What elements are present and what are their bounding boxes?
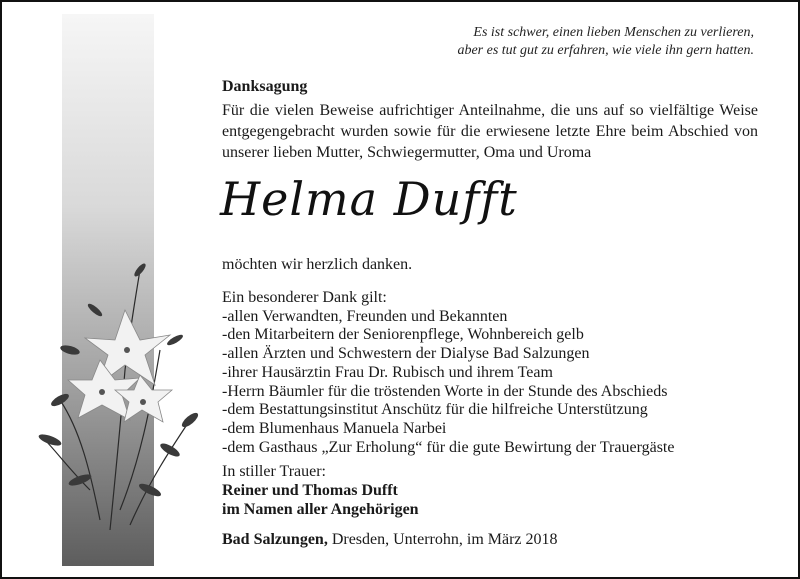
special-thanks-list <box>222 289 674 457</box>
place-rest: Dresden, Unterrohn, im März 2018 <box>327 531 558 548</box>
notice-heading: Danksagung <box>222 78 308 95</box>
list-item: -dem Bestattungsinstitut Anschütz für die hilfreiche Unterstützung <box>222 401 648 419</box>
quote-line-2: aber es tut gut zu erfahren, wie viele ihn gern hatten. <box>457 43 754 58</box>
list-item: -den Mitarbeitern der Seniorenpflege, Wohnbereich gelb <box>222 326 584 344</box>
mourners-names: Reiner und Thomas Dufft <box>222 482 398 499</box>
quote-line-1: Es ist schwer, einen lieben Menschen zu verlieren, <box>473 25 754 40</box>
list-item: -Herrn Bäumler für die tröstenden Worte in der Stunde des Abschieds <box>222 382 668 400</box>
place-date-line <box>222 531 558 549</box>
list-item: -dem Gasthaus „Zur Erholung“ für die gute Bewirtung der Trauergäste <box>222 438 675 456</box>
memorial-quote <box>394 24 754 60</box>
list-item: -allen Ärzten und Schwestern der Dialyse Bad Salzungen <box>222 345 590 363</box>
list-item: -allen Verwandten, Freunden und Bekannten <box>222 307 508 325</box>
flower-bouquet-image <box>30 250 210 540</box>
list-item: -dem Blumenhaus Manuela Narbei <box>222 419 447 437</box>
thanks-line: möchten wir herzlich danken. <box>222 256 413 273</box>
signoff-line: In stiller Trauer: <box>222 463 326 480</box>
special-thanks-title: Ein besonderer Dank gilt: <box>222 289 387 306</box>
signoff-block <box>222 462 419 519</box>
mourners-subtitle: im Namen aller Angehörigen <box>222 501 419 518</box>
place-primary: Bad Salzungen, <box>222 531 328 548</box>
deceased-name: Helma Dufft <box>220 172 518 226</box>
list-item: -ihrer Hausärztin Frau Dr. Rubisch und ihrem Team <box>222 363 553 381</box>
intro-paragraph: Für die vielen Beweise aufrichtiger Anteilnahme, die uns auf so vielfältige Weise entgegengebracht wurden sowie für die erwiesene letzte Ehre beim Abschied von unserer lieben Mutter, Schwiegermutter, Oma und Uroma <box>222 102 758 161</box>
